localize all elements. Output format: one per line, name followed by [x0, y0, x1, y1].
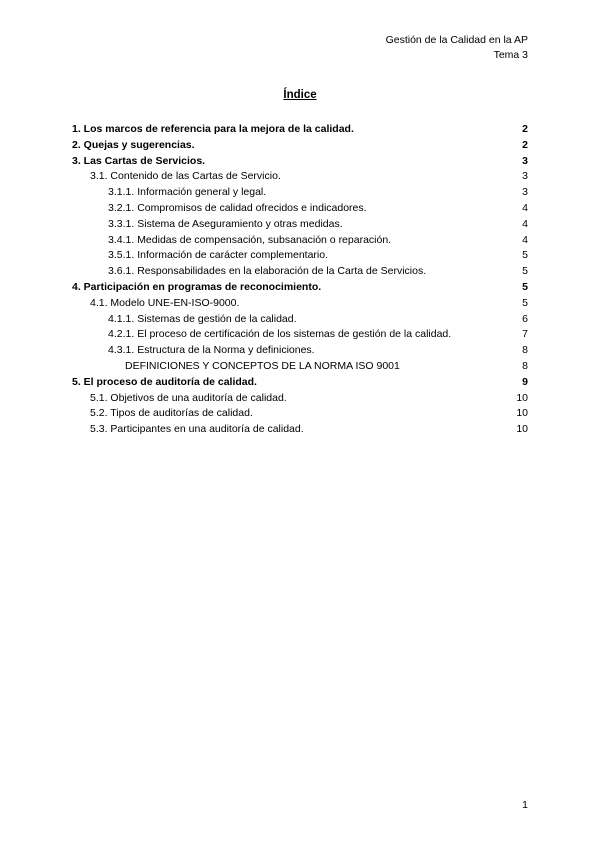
toc-entry[interactable]: [72, 406, 528, 422]
header-topic: Tema 3: [493, 49, 528, 61]
toc-entry-title: 3.5.1. Información de carácter complementario.: [108, 249, 329, 262]
toc-entry[interactable]: [72, 138, 528, 154]
toc-entry[interactable]: [72, 154, 528, 170]
toc-entry-title: DEFINICIONES Y CONCEPTOS DE LA NORMA ISO 9001: [125, 359, 400, 372]
toc-entry-title: 4. Participación en programas de reconocimiento.: [72, 280, 322, 293]
toc-entry-title: 3. Las Cartas de Servicios.: [72, 154, 206, 167]
toc-entry-page: 10: [516, 423, 528, 436]
toc-entry-title: 3.3.1. Sistema de Aseguramiento y otras medidas.: [108, 217, 343, 230]
toc-entry-title: 1. Los marcos de referencia para la mejora de la calidad.: [72, 123, 354, 135]
toc-entry-page: 2: [522, 138, 528, 151]
toc-entry-page: 6: [522, 312, 528, 325]
toc-entry-title: 5.1. Objetivos de una auditoría de calidad.: [90, 391, 287, 404]
toc-entry-page: 5: [522, 249, 528, 262]
toc-entry-page: 5: [522, 280, 528, 293]
toc-entry[interactable]: [72, 122, 528, 138]
toc-entry-page: 9: [522, 375, 528, 388]
index-title: Índice: [283, 89, 317, 101]
toc-entry[interactable]: [72, 296, 528, 312]
toc-entry-title: 5.2. Tipos de auditorías de calidad.: [90, 407, 253, 420]
toc-entry-page: 10: [516, 407, 528, 420]
toc-entry[interactable]: [72, 248, 528, 264]
toc-entry-title: 3.6.1. Responsabilidades en la elaboración de la Carta de Servicios.: [108, 265, 427, 278]
toc-entry-page: 4: [522, 233, 528, 246]
toc-entry[interactable]: [72, 359, 528, 375]
page-header: [386, 33, 528, 63]
toc-entry[interactable]: [72, 169, 528, 185]
toc-entry-page: 3: [522, 154, 528, 167]
toc-entry[interactable]: [72, 264, 528, 280]
toc-entry-title: 4.3.1. Estructura de la Norma y definiciones.: [108, 344, 315, 357]
toc-entry[interactable]: [72, 422, 528, 438]
header-document-title: Gestión de la Calidad en la AP: [385, 34, 528, 46]
toc-entry-page: 2: [522, 123, 528, 135]
toc-entry-title: 5.3. Participantes en una auditoría de calidad.: [90, 423, 304, 436]
table-of-contents: [72, 122, 528, 438]
toc-entry-title: 3.2.1. Compromisos de calidad ofrecidos e indicadores.: [108, 201, 367, 214]
toc-entry[interactable]: [72, 312, 528, 328]
toc-entry-title: 3.1.1. Información general y legal.: [108, 186, 267, 199]
toc-entry[interactable]: [72, 391, 528, 407]
toc-entry-title: 4.1.1. Sistemas de gestión de la calidad.: [108, 312, 297, 325]
toc-entry[interactable]: [72, 185, 528, 201]
toc-entry-title: 3.1. Contenido de las Cartas de Servicio.: [90, 170, 281, 183]
toc-entry-title: 2. Quejas y sugerencias.: [72, 138, 195, 151]
toc-entry[interactable]: [72, 343, 528, 359]
toc-entry-title: 5. El proceso de auditoría de calidad.: [72, 375, 257, 388]
toc-entry-page: 7: [522, 328, 528, 341]
toc-entry[interactable]: [72, 280, 528, 296]
toc-entry[interactable]: [72, 201, 528, 217]
toc-entry-page: 5: [522, 296, 528, 309]
toc-entry-title: 4.1. Modelo UNE-EN-ISO-9000.: [90, 296, 240, 309]
toc-entry-page: 4: [522, 217, 528, 230]
toc-entry-page: 8: [522, 359, 528, 372]
toc-entry-page: 5: [522, 265, 528, 278]
toc-entry-page: 3: [522, 186, 528, 199]
toc-entry-page: 10: [516, 391, 528, 404]
toc-entry[interactable]: [72, 375, 528, 391]
toc-entry-page: 4: [522, 201, 528, 214]
toc-entry-page: 3: [522, 170, 528, 183]
toc-entry[interactable]: [72, 217, 528, 233]
toc-entry-page: 8: [522, 344, 528, 357]
page-number: 1: [522, 799, 528, 811]
toc-entry-title: 4.2.1. El proceso de certificación de los sistemas de gestión de la calidad.: [108, 328, 452, 341]
toc-entry[interactable]: [72, 327, 528, 343]
toc-entry[interactable]: [72, 233, 528, 249]
toc-entry-title: 3.4.1. Medidas de compensación, subsanación o reparación.: [108, 233, 392, 246]
